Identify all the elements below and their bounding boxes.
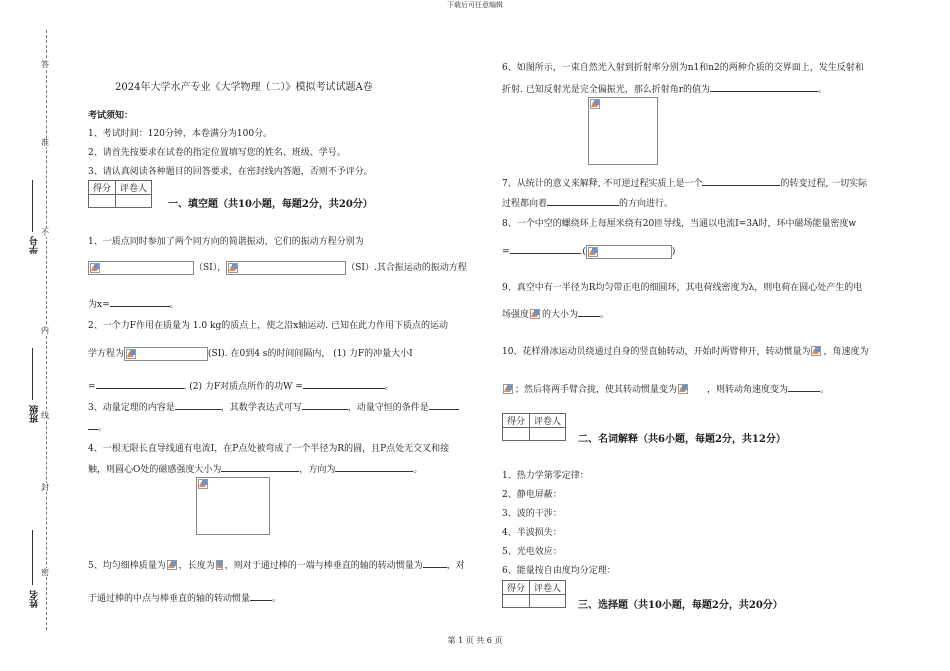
answer-blank[interactable] (302, 400, 348, 410)
q8-eq: = (502, 247, 510, 257)
q2-row3 (88, 379, 394, 392)
answer-blank[interactable] (710, 82, 818, 92)
q8-close: ) (671, 247, 676, 257)
image-placeholder-icon (216, 560, 223, 570)
formula-image-box (166, 559, 179, 572)
q10-c: ；然后将两手臂合拢，使其转动惯量变为 (515, 385, 678, 395)
answer-blank[interactable] (335, 462, 413, 472)
image-placeholder-icon (590, 99, 600, 109)
answer-blank[interactable] (96, 379, 184, 389)
q8-row2 (502, 244, 675, 259)
q9-b: 的大小为 (542, 310, 579, 320)
q7-b: 的转变过程, 一切实际 (780, 179, 868, 189)
q10-row2 (502, 382, 829, 397)
seal-char: 密 (41, 568, 49, 577)
binding-margin (30, 30, 60, 630)
formula-image-box (810, 345, 823, 358)
instruction-item: 3、请认真阅读各种题目的回答要求，在密封线内答题，否则不予评分。 (88, 167, 373, 177)
q8-open: .( (579, 247, 586, 257)
score-table (502, 413, 566, 441)
answer-blank[interactable] (429, 400, 459, 410)
answer-blank[interactable] (221, 462, 299, 472)
q5-end: 。 (272, 594, 282, 604)
q7-row2 (502, 196, 673, 209)
q7-d: 的方向进行。 (619, 199, 674, 209)
instruction-item: 1、考试时间：120分钟，本卷满分为100分。 (88, 129, 273, 139)
image-placeholder-icon (503, 384, 513, 394)
answer-blank[interactable] (510, 244, 580, 254)
section-heading-terms: 二、名词解释（共6小题，每题2分，共12分） (578, 434, 786, 445)
figure-image-box (196, 477, 270, 535)
answer-blank[interactable] (423, 558, 447, 568)
grader-header: 评卷人 (530, 414, 566, 428)
formula-image-box (502, 383, 515, 396)
q5-a: 5、均匀细棒质量为 (88, 561, 166, 571)
image-placeholder-icon (588, 247, 598, 257)
q5-c: ，则对于通过棒的一端与棒垂直的轴的转动惯量为 (224, 561, 423, 571)
q4-a: 触，则圆心O处的磁感强度大小为 (88, 465, 222, 475)
q6-end: 。 (818, 85, 828, 95)
q9-a: 场强度 (502, 310, 530, 320)
image-placeholder-icon (198, 479, 208, 489)
answer-blank[interactable] (175, 400, 221, 410)
q6-row2 (502, 82, 827, 95)
top-note: 下载后可任意编辑 (447, 1, 503, 9)
term-item: 2、静电屏蔽： (502, 490, 562, 500)
image-placeholder-icon (530, 309, 540, 319)
q3-b: ，其数学表达式可写 (220, 403, 302, 413)
class-field[interactable] (32, 348, 33, 400)
q1-si-a: （SI）， (194, 263, 227, 273)
answer-blank[interactable] (250, 591, 272, 601)
score-cell[interactable] (503, 428, 530, 441)
seal-char: 封 (41, 483, 49, 492)
q1-row3 (88, 297, 179, 310)
grader-cell[interactable] (530, 595, 566, 608)
seal-char: 线 (41, 411, 49, 420)
score-cell[interactable] (89, 195, 116, 208)
formula-image-box (215, 559, 225, 572)
formula-image-box (586, 245, 672, 259)
q10-b: ，角速度为 (823, 347, 869, 357)
q4-end: 。 (413, 465, 423, 475)
name-label: 姓名 (30, 590, 40, 608)
seal-char: 内 (41, 326, 49, 335)
instruction-item: 2、请首先按要求在试卷的指定位置填写您的姓名、班级、学号。 (88, 148, 346, 158)
answer-blank[interactable] (578, 307, 600, 317)
q3-c: ，动量守恒的条件是 (347, 403, 429, 413)
q10-a: 10、花样滑冰运动员绕通过自身的竖直轴转动，开始时两臂伸开，转动惯量为 (502, 347, 811, 357)
q2-work: . (2) 力F对质点所作的功W = (183, 382, 303, 392)
term-item: 4、半波损失： (502, 528, 562, 538)
grader-header: 评卷人 (530, 581, 566, 595)
q2-prefix: 学方程为 (88, 349, 125, 359)
answer-blank[interactable] (547, 196, 619, 206)
q9-end: 。 (600, 310, 610, 320)
term-item: 3、波的干涉： (502, 509, 562, 519)
answer-blank[interactable] (702, 176, 780, 186)
grader-cell[interactable] (116, 195, 152, 208)
q4-row2 (88, 462, 422, 475)
seal-char: 答 (41, 60, 49, 69)
formula-image-box (529, 308, 542, 321)
q9-text: 9、真空中有一半径为R均匀带正电的细圆环，其电荷线密度为λ，则电荷在圆心处产生的电 (502, 283, 863, 293)
answer-blank[interactable] (303, 379, 385, 389)
q2-text: 2、一个力F作用在质量为 1.0 kg的质点上，使之沿x轴运动. 已知在此力作用下质点的运动 (88, 321, 449, 331)
figure-image-box (588, 97, 658, 165)
q1-text: 1、一质点同时参加了两个同方向的简谐振动，它们的振动方程分别为 (88, 237, 364, 247)
q8-text: 8、一个中空的螺绕环上每厘米绕有20匝导线，当通以电流I=3A时，环中磁场能量密度w (502, 219, 857, 229)
seal-char: 准 (41, 138, 49, 147)
formula-image-box (88, 261, 194, 275)
q7-a: 7、从统计的意义来解释, 不可逆过程实质上是一个 (502, 179, 703, 189)
grader-cell[interactable] (530, 428, 566, 441)
q2-eq: = (88, 382, 96, 392)
q10-d: ，则转动角速度变为 (707, 385, 789, 395)
q1-end: 。 (169, 300, 179, 310)
answer-blank[interactable] (88, 420, 98, 430)
q5-row2 (88, 591, 281, 604)
formula-image-box (677, 383, 707, 397)
q2-row2 (88, 346, 413, 361)
image-placeholder-icon (678, 384, 688, 394)
section-heading-choice: 三、选择题（共10小题，每题2分，共20分） (578, 600, 783, 611)
q5-d: ，对 (446, 561, 465, 571)
student-id-field[interactable] (32, 180, 33, 232)
image-placeholder-icon (167, 560, 177, 570)
score-table (88, 180, 152, 208)
term-item: 1、热力学第零定律： (502, 471, 589, 481)
q1-row2 (88, 260, 467, 275)
student-id-label: 学号 (30, 236, 40, 254)
name-field[interactable] (32, 530, 33, 585)
score-cell[interactable] (503, 595, 530, 608)
page-footer: 第 1 页 共 6 页 (447, 636, 503, 645)
q6-text: 6、如图所示，一束自然光入射到折射率分别为n1和n2的两种介质的交界面上，发生反射和 (502, 63, 864, 73)
q4-text: 4、一根无限长直导线通有电流I，在P点处被弯成了一个半径为R的圆，且P点处无交叉和接 (88, 444, 450, 454)
q1-x-label: 为x= (88, 300, 110, 310)
q2-mid: (SI). 在0到4 s的时间间隔内， (1) 力F的冲量大小I (208, 349, 413, 359)
q7-row1 (502, 176, 867, 189)
q3-a: 3、动量定理的内容是 (88, 403, 175, 413)
score-header: 得分 (503, 414, 530, 428)
image-placeholder-icon (90, 263, 100, 273)
q3-end: 。 (98, 423, 108, 433)
seal-char: 不 (41, 228, 49, 237)
q1-si-b: （SI）.其合振运动的振动方程 (346, 263, 467, 273)
q4-b: ，方向为 (299, 465, 336, 475)
answer-blank[interactable] (788, 382, 820, 392)
formula-image-box (226, 261, 346, 275)
class-label: 班级 (30, 405, 40, 423)
section-heading-fill-blank: 一、填空题（共10小题，每题2分，共20分） (168, 199, 373, 210)
score-header: 得分 (503, 581, 530, 595)
q10-end: 。 (820, 385, 830, 395)
answer-blank[interactable] (110, 297, 170, 307)
q5-b: ，长度为 (178, 561, 215, 571)
q5-row1 (88, 558, 465, 572)
image-placeholder-icon (228, 263, 238, 273)
q7-c: 过程都向着 (502, 199, 548, 209)
instructions-heading: 考试须知： (88, 111, 134, 121)
q3-row1 (88, 400, 459, 413)
grader-header: 评卷人 (116, 181, 152, 195)
q5-e: 于通过棒的中点与棒垂直的轴的转动惯量 (88, 594, 251, 604)
q9-row2 (502, 307, 609, 321)
q10-row1 (502, 344, 868, 358)
exam-title: 2024年大学水产专业《大学物理（二）》模拟考试试题A卷 (115, 82, 373, 93)
q3-row2 (88, 420, 107, 433)
score-table (502, 580, 566, 608)
image-placeholder-icon (811, 346, 821, 356)
score-header: 得分 (89, 181, 116, 195)
q6-a: 折射. 已知反射光是完全偏振光，那么折射角r的值为 (502, 85, 711, 95)
image-placeholder-icon (126, 349, 136, 359)
term-item: 5、光电效应： (502, 547, 562, 557)
term-item: 6、能量按自由度均分定理： (502, 566, 616, 576)
formula-image-box (124, 347, 208, 361)
q2-end: 。 (384, 382, 394, 392)
